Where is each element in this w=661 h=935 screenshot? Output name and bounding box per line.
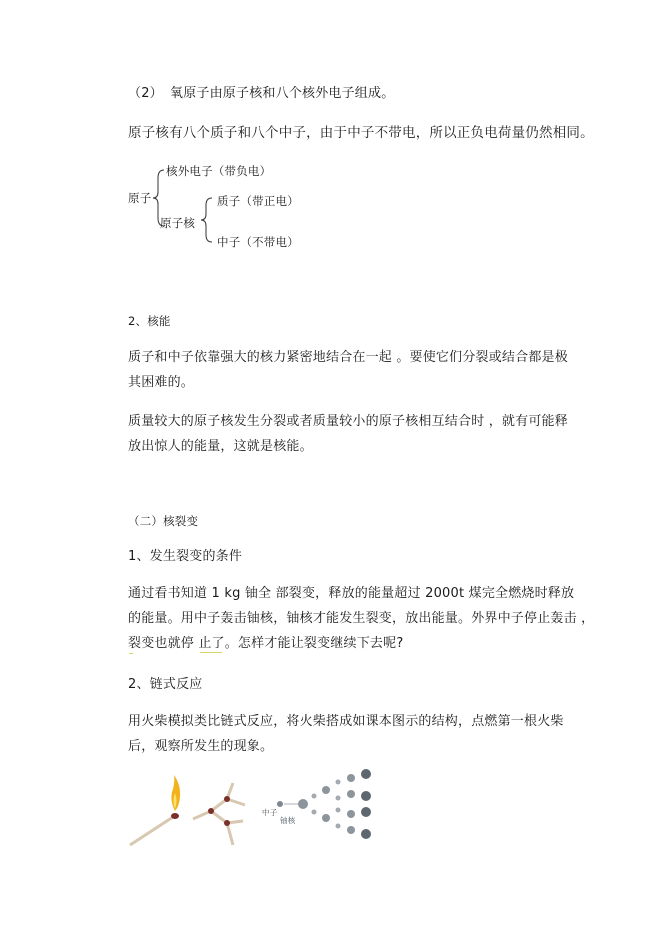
diagram-nucleus: 原子核 (160, 216, 196, 230)
uranium-label: 铀核 (280, 816, 296, 825)
oxygen-statement: 氧原子由原子核和八个核外电子组成。 (170, 86, 395, 101)
matchstick-illustration (125, 775, 270, 855)
underline-mark (129, 653, 133, 654)
fission-condition-line3: 裂变也就停 止了。怎样才能让裂变继续下去呢? (128, 636, 404, 651)
nuclear-energy-para2-line1: 质量较大的原子核发生分裂或者质量较小的原子核相互结合时 ，就有可能释 (128, 414, 568, 429)
underline-mark (200, 652, 222, 653)
chain-reaction-heading: 2、链式反应 (128, 677, 203, 692)
nuclear-energy-para2-line2: 放出惊人的能量，这就是核能。 (128, 439, 313, 454)
fission-condition-heading: 1、发生裂变的条件 (128, 549, 243, 564)
diagram-root-atom: 原子 (128, 191, 152, 205)
nuclear-energy-para1-line2: 其困难的。 (128, 375, 195, 390)
nuclear-energy-para1-line1: 质子和中子依靠强大的核力紧密地结合在一起 。要使它们分裂或结合都是极 (128, 350, 568, 365)
fission-condition-line1: 通过看书知道 1 kg 铀全 部裂变，释放的能量超过 2000t 煤完全燃烧时释放 (128, 586, 575, 601)
diagram-protons: 质子（带正电） (217, 194, 299, 208)
diagram-neutrons: 中子（不带电） (217, 235, 299, 249)
diagram-electrons: 核外电子（带负电） (166, 164, 272, 178)
item-number: （2） (128, 86, 163, 101)
chain-reaction-line2: 后，观察所发生的现象。 (128, 739, 274, 754)
chain-reaction-line1: 用火柴模拟类比链式反应，将火柴搭成如课本图示的结构，点燃第一根火柴 (128, 714, 564, 729)
nuclear-energy-heading: 2、核能 (128, 314, 171, 328)
fission-condition-line2: 的能量。用中子轰击铀核，铀核才能发生裂变，放出能量。外界中子停止轰击 ， (128, 611, 595, 626)
inner-brace-icon (200, 196, 214, 244)
nucleus-paragraph: 原子核有八个质子和八个中子，由于中子不带电，所以正负电荷量仍然相同。 (128, 125, 594, 141)
fission-heading: （二）核裂变 (128, 514, 199, 528)
neutron-label: 中子 (262, 808, 278, 817)
